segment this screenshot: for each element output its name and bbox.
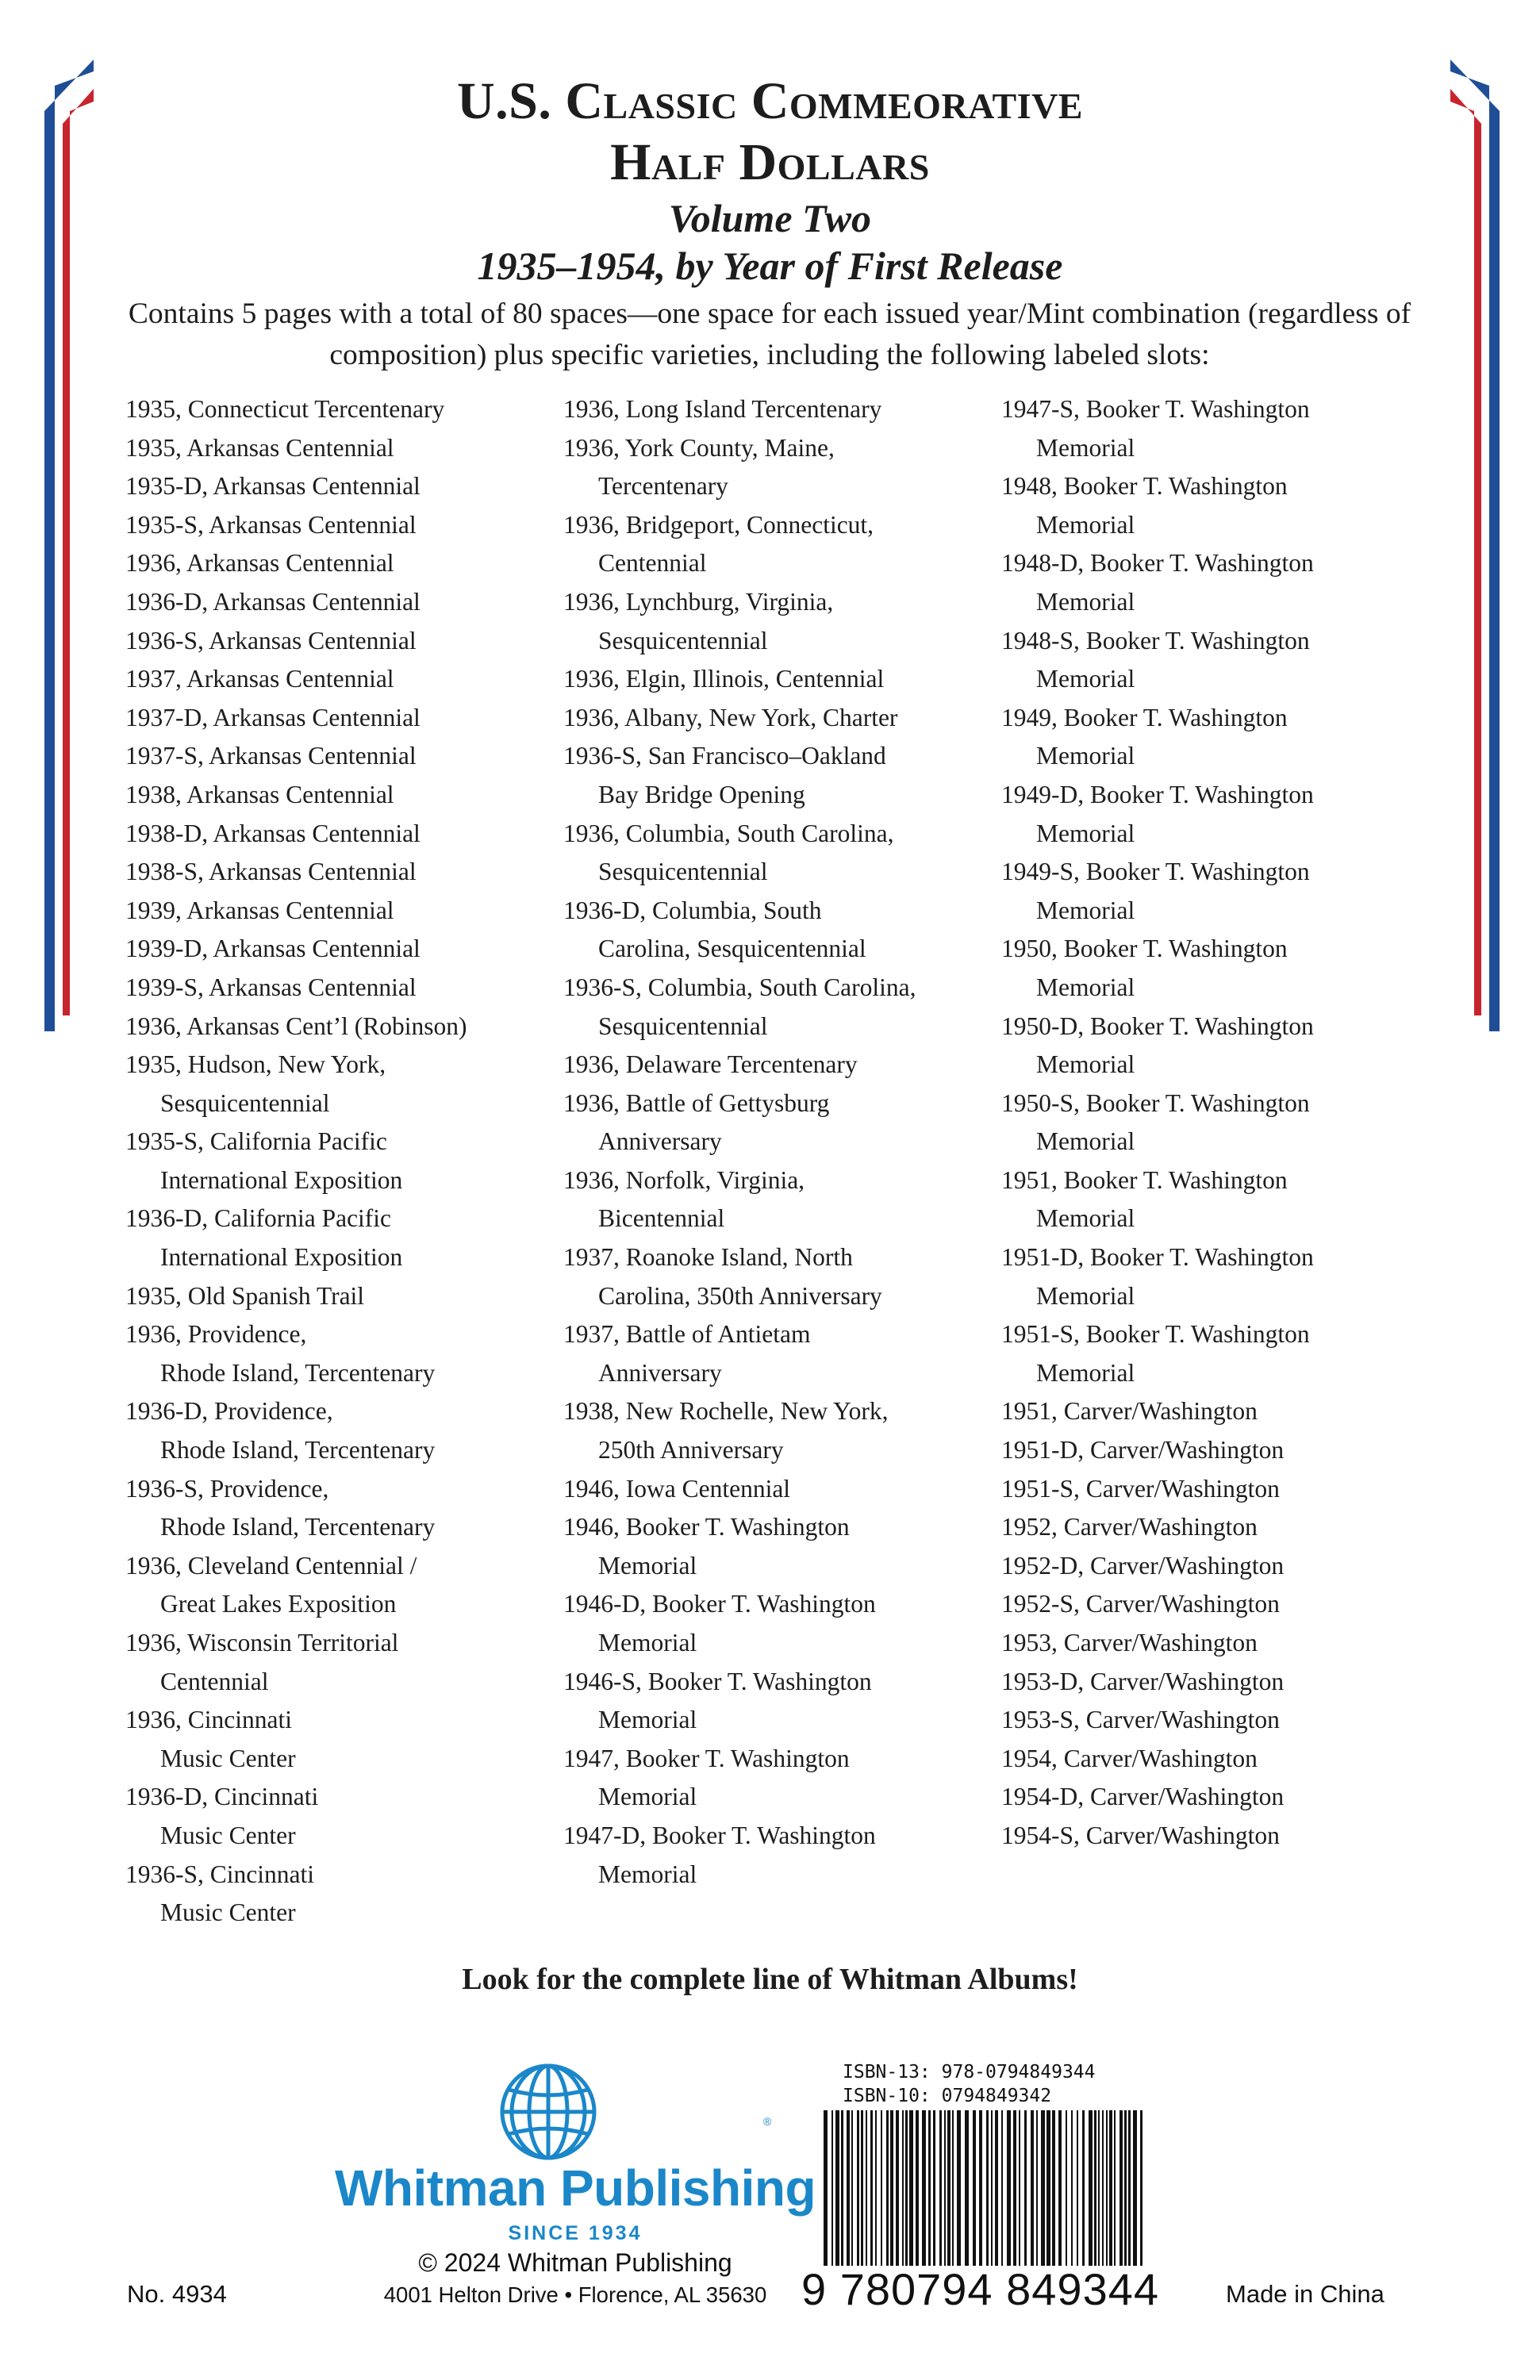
slot-label-text: 1936-D, Columbia, South [563, 896, 822, 924]
slot-label-text: 1936-D, Arkansas Centennial [125, 587, 421, 616]
slot-label-text: 1946, Iowa Centennial [563, 1474, 791, 1503]
slot-label [125, 1856, 570, 1933]
slot-label [125, 660, 570, 699]
isbn-13: ISBN-13: 978-0794849344 [843, 2062, 1096, 2082]
slot-label [125, 737, 570, 776]
slot-label-text: 1952, Carver/Washington [1001, 1513, 1258, 1541]
slot-label-text: 1951, Carver/Washington [1001, 1397, 1258, 1426]
slot-label-text: 1936, Long Island Tercentenary [563, 395, 882, 423]
slot-label-continuation: Memorial [1036, 1204, 1135, 1233]
slot-label [1001, 467, 1446, 544]
slot-label [563, 1161, 1008, 1238]
catalog-number: No. 4934 [127, 2280, 227, 2308]
slot-label-text: 1936, Elgin, Illinois, Centennial [563, 665, 885, 693]
slot-label-text: 1950, Booker T. Washington [1001, 935, 1288, 963]
slot-label-text: 1936, Wisconsin Territorial [125, 1629, 399, 1656]
slot-label [1001, 1585, 1446, 1624]
slot-label [563, 583, 1008, 660]
slot-label-text: 1952-D, Carver/Washington [1001, 1551, 1285, 1580]
slot-label-continuation: Memorial [598, 1860, 697, 1888]
slot-label [125, 1315, 570, 1392]
slot-label-continuation: Tercentenary [598, 472, 728, 501]
slot-label-text: 1936-S, Columbia, South Carolina, [563, 973, 916, 1001]
slot-label-text: 1935, Arkansas Centennial [125, 433, 394, 462]
slot-label [1001, 390, 1446, 467]
slot-label-continuation: Memorial [1036, 433, 1135, 462]
slot-label-text: 1951-S, Booker T. Washington [1001, 1320, 1310, 1349]
slot-label-text: 1936, Cleveland Centennial / [125, 1551, 417, 1580]
slot-label-continuation: Memorial [1036, 587, 1135, 616]
slot-label [125, 1547, 570, 1624]
slot-label-text: 1936, Lynchburg, Virginia, [563, 587, 834, 616]
slot-label-continuation: Memorial [1036, 665, 1135, 693]
slot-label-continuation: Sesquicentennial [598, 1012, 768, 1040]
slot-label-text: 1949, Booker T. Washington [1001, 703, 1288, 731]
barcode [820, 2110, 1146, 2273]
slot-label-text: 1948-D, Booker T. Washington [1001, 549, 1314, 578]
registered-mark: ® [763, 2115, 772, 2128]
slot-label [1001, 1778, 1446, 1817]
slot-label-text: 1937-S, Arkansas Centennial [125, 742, 417, 770]
title-line-2: Half Dollars [610, 133, 930, 191]
slot-label-continuation: Music Center [160, 1821, 296, 1849]
slot-label [125, 815, 570, 854]
slot-label [1001, 1701, 1446, 1740]
slot-label-text: 1939-S, Arkansas Centennial [125, 973, 417, 1001]
slot-label [1001, 1392, 1446, 1431]
slot-label-text: 1935, Hudson, New York, [125, 1050, 386, 1079]
slot-label-continuation: International Exposition [160, 1165, 403, 1194]
slot-label-continuation: Memorial [1036, 510, 1135, 539]
slot-label-text: 1937, Roanoke Island, North [563, 1243, 853, 1272]
slot-label-text: 1938-D, Arkansas Centennial [125, 819, 421, 847]
slot-label [125, 1200, 570, 1276]
slot-label-continuation: Bicentennial [598, 1204, 725, 1233]
slot-label-text: 1936, Arkansas Centennial [125, 549, 394, 578]
slot-label [125, 1008, 570, 1046]
slot-list-column-1 [125, 390, 570, 1933]
slot-label-text: 1936-D, Providence, [125, 1397, 333, 1426]
slot-label-text: 1950-S, Booker T. Washington [1001, 1088, 1310, 1117]
globe-icon [497, 2061, 599, 2167]
slot-label [1001, 699, 1446, 776]
slot-label-continuation: Memorial [1036, 742, 1135, 770]
slot-label-text: 1946, Booker T. Washington [563, 1513, 850, 1541]
slot-label [125, 930, 570, 969]
slot-label-continuation: Bay Bridge Opening [598, 780, 805, 808]
slot-label [1001, 930, 1446, 1007]
slot-label-continuation: Memorial [1036, 1358, 1135, 1387]
slot-label-continuation: Centennial [598, 549, 707, 578]
slot-label [563, 1663, 1008, 1740]
slot-label-text: 1936, Providence, [125, 1320, 307, 1349]
copyright-line: © 2024 Whitman Publishing [418, 2248, 732, 2277]
slot-label [125, 467, 570, 506]
slot-label [563, 429, 1008, 506]
slot-label-continuation: International Exposition [160, 1243, 403, 1272]
slot-label-continuation: Memorial [1036, 819, 1135, 847]
slot-label-continuation: Memorial [1036, 1050, 1135, 1079]
slot-label [563, 390, 1008, 429]
brand-since: SINCE 1934 [508, 2222, 643, 2244]
slot-label [563, 737, 1008, 814]
slot-label-continuation: Anniversary [598, 1358, 722, 1387]
slot-label [125, 583, 570, 622]
slot-label-text: 1954-S, Carver/Washington [1001, 1821, 1280, 1849]
slot-label-text: 1947-D, Booker T. Washington [563, 1821, 876, 1849]
brand-name: Whitman Publishing [334, 2159, 816, 2217]
slot-label [125, 544, 570, 583]
slot-label-continuation: Memorial [598, 1629, 697, 1656]
slot-label-text: 1935, Connecticut Tercentenary [125, 395, 445, 423]
slot-label-continuation: 250th Anniversary [598, 1436, 784, 1464]
slot-label [1001, 1508, 1446, 1547]
slot-label-text: 1936, York County, Maine, [563, 433, 835, 462]
slot-list-column-2 [563, 390, 1008, 1894]
slot-label-text: 1936-D, California Pacific [125, 1204, 392, 1233]
years-subtitle: 1935–1954, by Year of First Release [477, 244, 1063, 288]
slot-label-text: 1935-D, Arkansas Centennial [125, 472, 421, 501]
slot-label-text: 1936, Delaware Tercentenary [563, 1050, 858, 1079]
volume-subtitle: Volume Two [668, 196, 872, 240]
slot-label-continuation: Carolina, 350th Anniversary [598, 1281, 882, 1310]
slot-label-text: 1938, New Rochelle, New York, [563, 1397, 889, 1426]
slot-label [1001, 1663, 1446, 1702]
slot-label [125, 1624, 570, 1701]
slot-label-text: 1949-S, Booker T. Washington [1001, 858, 1310, 886]
slot-label [125, 1392, 570, 1469]
slot-label [563, 1817, 1008, 1894]
slot-label-text: 1936-D, Cincinnati [125, 1783, 319, 1811]
slot-label [125, 390, 570, 429]
slot-label-text: 1946-S, Booker T. Washington [563, 1667, 872, 1695]
title-line-1: U.S. Classic Commeorative [457, 72, 1083, 130]
slot-label [125, 622, 570, 661]
slot-label-text: 1936, Columbia, South Carolina, [563, 819, 894, 847]
slot-label-text: 1936, Norfolk, Virginia, [563, 1165, 805, 1194]
slot-label-text: 1948, Booker T. Washington [1001, 472, 1288, 501]
slot-label-text: 1953, Carver/Washington [1001, 1629, 1258, 1656]
slot-label [125, 1778, 570, 1855]
slot-label-continuation: Memorial [598, 1783, 697, 1811]
slot-label [1001, 1084, 1446, 1161]
slot-label-text: 1952-S, Carver/Washington [1001, 1590, 1280, 1618]
slot-label-text: 1953-S, Carver/Washington [1001, 1706, 1280, 1734]
slot-label-text: 1936-S, Cincinnati [125, 1860, 314, 1888]
slot-label-text: 1954-D, Carver/Washington [1001, 1783, 1285, 1811]
slot-label-continuation: Music Center [160, 1898, 296, 1927]
slot-label [563, 1046, 1008, 1084]
slot-list-column-3 [1001, 390, 1446, 1856]
slot-label-text: 1946-D, Booker T. Washington [563, 1590, 876, 1618]
slot-label-text: 1947, Booker T. Washington [563, 1744, 850, 1772]
slot-label-text: 1947-S, Booker T. Washington [1001, 395, 1310, 423]
slot-label [1001, 1238, 1446, 1315]
slot-label-text: 1937, Battle of Antietam [563, 1320, 811, 1349]
slot-label-text: 1936-S, San Francisco–Oakland [563, 742, 886, 770]
slot-label [563, 1585, 1008, 1662]
slot-label-text: 1936-S, Arkansas Centennial [125, 626, 417, 654]
slot-label [1001, 1161, 1446, 1238]
slot-label [563, 1508, 1008, 1585]
slot-label [563, 1740, 1008, 1817]
slot-label [125, 853, 570, 892]
slot-label-continuation: Anniversary [598, 1127, 722, 1156]
slot-label [125, 776, 570, 815]
promo-line: Look for the complete line of Whitman Albums! [462, 1963, 1078, 1996]
slot-label [563, 892, 1008, 969]
slot-label-text: 1936-S, Providence, [125, 1474, 329, 1503]
slot-label [563, 1470, 1008, 1509]
slot-label-text: 1951-D, Carver/Washington [1001, 1436, 1285, 1464]
slot-label [125, 969, 570, 1008]
slot-label-text: 1939-D, Arkansas Centennial [125, 935, 421, 963]
slot-label-text: 1935, Old Spanish Trail [125, 1281, 365, 1310]
slot-label [563, 1392, 1008, 1469]
slot-label-text: 1936, Arkansas Cent’l (Robinson) [125, 1012, 467, 1040]
slot-label [1001, 853, 1446, 930]
slot-label [125, 506, 570, 545]
slot-label-text: 1936, Albany, New York, Charter [563, 703, 898, 731]
slot-label [563, 815, 1008, 892]
slot-label-text: 1953-D, Carver/Washington [1001, 1667, 1285, 1695]
slot-label [1001, 1624, 1446, 1663]
slot-label [1001, 544, 1446, 621]
slot-label-text: 1936, Battle of Gettysburg [563, 1088, 830, 1117]
slot-label [1001, 1431, 1446, 1470]
barcode-digits: 9 780794 849344 [801, 2264, 1159, 2314]
slot-label-continuation: Sesquicentennial [598, 626, 768, 654]
slot-label-text: 1936, Cincinnati [125, 1706, 292, 1734]
right-stripe-ornament [1436, 0, 1500, 2031]
slot-label-text: 1951-S, Carver/Washington [1001, 1474, 1280, 1503]
slot-label-continuation: Memorial [598, 1551, 697, 1580]
slot-label-text: 1948-S, Booker T. Washington [1001, 626, 1310, 654]
slot-label-continuation: Carolina, Sesquicentennial [598, 935, 866, 963]
made-in-label: Made in China [1226, 2280, 1384, 2308]
slot-label [1001, 1817, 1446, 1856]
slot-label-text: 1949-D, Booker T. Washington [1001, 780, 1314, 808]
slot-label [125, 1470, 570, 1547]
slot-label-text: 1935-S, Arkansas Centennial [125, 510, 417, 539]
slot-label [563, 1238, 1008, 1315]
slot-label [1001, 622, 1446, 699]
intro-paragraph: Contains 5 pages with a total of 80 spaces—one space for each issued year/Mint combination (regardless of composition) plus specific varieties, including the following labeled slots: [128, 298, 1411, 371]
slot-label-text: 1950-D, Booker T. Washington [1001, 1012, 1314, 1040]
slot-label [563, 506, 1008, 583]
slot-label-continuation: Rhode Island, Tercentenary [160, 1358, 436, 1387]
slot-label-text: 1937, Arkansas Centennial [125, 665, 394, 693]
slot-label-text: 1938-S, Arkansas Centennial [125, 858, 417, 886]
slot-label-text: 1935-S, California Pacific [125, 1127, 387, 1156]
slot-label [125, 699, 570, 738]
slot-label [1001, 1740, 1446, 1779]
slot-label [125, 1046, 570, 1123]
slot-label [563, 1084, 1008, 1161]
slot-label-text: 1954, Carver/Washington [1001, 1744, 1258, 1772]
slot-label-continuation: Rhode Island, Tercentenary [160, 1513, 436, 1541]
slot-label [125, 1123, 570, 1200]
slot-label-continuation: Sesquicentennial [160, 1088, 330, 1117]
slot-label-continuation: Sesquicentennial [598, 858, 768, 886]
slot-label-continuation: Centennial [160, 1667, 269, 1695]
slot-label [563, 699, 1008, 738]
slot-label-continuation: Memorial [598, 1706, 697, 1734]
address-line: 4001 Helton Drive • Florence, AL 35630 [383, 2282, 767, 2307]
slot-label [125, 892, 570, 931]
slot-label-text: 1936, Bridgeport, Connecticut, [563, 510, 874, 539]
slot-label [1001, 1547, 1446, 1586]
slot-label-continuation: Rhode Island, Tercentenary [160, 1436, 436, 1464]
slot-label [125, 1701, 570, 1778]
slot-label [563, 660, 1008, 699]
slot-label-continuation: Memorial [1036, 896, 1135, 924]
slot-label-continuation: Music Center [160, 1744, 296, 1772]
slot-label [1001, 1008, 1446, 1084]
slot-label-text: 1951, Booker T. Washington [1001, 1165, 1288, 1194]
isbn-10: ISBN-10: 0794849342 [843, 2086, 1052, 2106]
slot-label-continuation: Memorial [1036, 973, 1135, 1001]
slot-label-continuation: Memorial [1036, 1127, 1135, 1156]
slot-label [1001, 776, 1446, 853]
slot-label-text: 1938, Arkansas Centennial [125, 780, 394, 808]
slot-label [1001, 1315, 1446, 1392]
slot-label [563, 1315, 1008, 1392]
slot-label-continuation: Great Lakes Exposition [160, 1590, 397, 1618]
slot-label-text: 1937-D, Arkansas Centennial [125, 703, 421, 731]
slot-label [1001, 1470, 1446, 1509]
slot-label-continuation: Memorial [1036, 1281, 1135, 1310]
slot-label-text: 1939, Arkansas Centennial [125, 896, 394, 924]
slot-label [563, 969, 1008, 1046]
slot-label [125, 429, 570, 468]
slot-label [125, 1277, 570, 1316]
slot-label-text: 1951-D, Booker T. Washington [1001, 1243, 1314, 1272]
